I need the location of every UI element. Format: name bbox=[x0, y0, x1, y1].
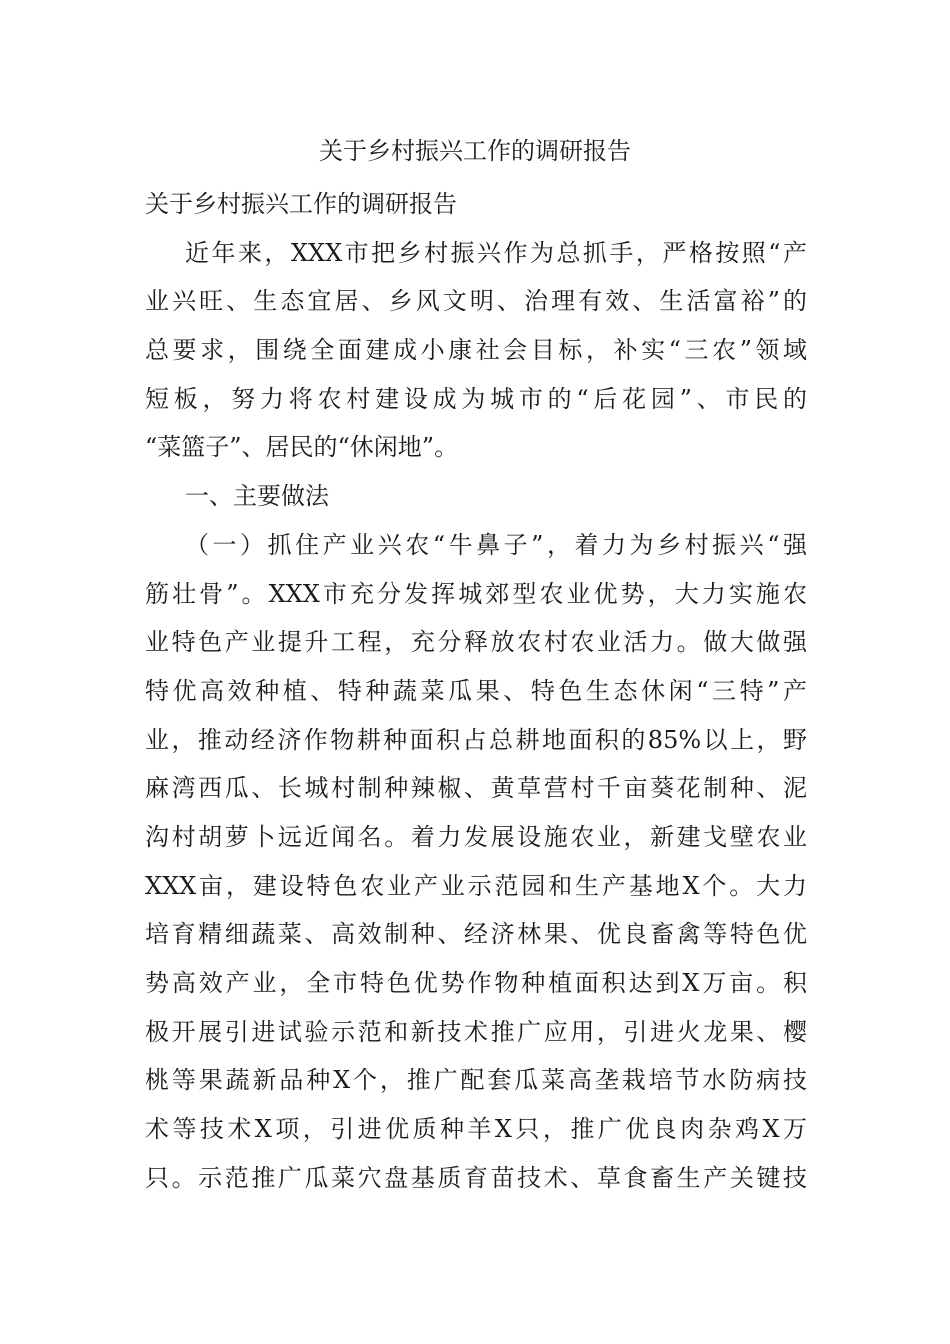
paragraph-line: 桃等果蔬新品种X个，推广配套瓜菜高垄栽培节水防病技 bbox=[145, 1066, 807, 1095]
paragraph-line: 短板，努力将农村建设成为城市的“后花园”、市民的 bbox=[145, 384, 807, 413]
paragraph-line: XXX亩，建设特色农业产业示范园和生产基地X个。大力 bbox=[145, 871, 807, 900]
paragraph-line: 业特色产业提升工程，充分释放农村农业活力。做大做强 bbox=[145, 628, 807, 657]
paragraph-line: 极开展引进试验示范和新技术推广应用，引进火龙果、樱 bbox=[145, 1017, 807, 1046]
paragraph-line: 近年来，XXX市把乡村振兴作为总抓手，严格按照“产 bbox=[185, 238, 807, 267]
paragraph-line: 业兴旺、生态宜居、乡风文明、治理有效、生活富裕”的 bbox=[145, 287, 807, 316]
paragraph-line: （一）抓住产业兴农“牛鼻子”，着力为乡村振兴“强 bbox=[185, 530, 807, 559]
paragraph-line: 总要求，围绕全面建成小康社会目标，补实“三农”领域 bbox=[145, 336, 807, 365]
paragraph-line: 业，推动经济作物耕种面积占总耕地面积的85%以上，野 bbox=[145, 725, 807, 754]
paragraph-line: 麻湾西瓜、长城村制种辣椒、黄草营村千亩葵花制种、泥 bbox=[145, 774, 807, 803]
paragraph-line: 培育精细蔬菜、高效制种、经济林果、优良畜禽等特色优 bbox=[145, 920, 807, 949]
paragraph-line: 筋壮骨”。XXX市充分发挥城郊型农业优势，大力实施农 bbox=[145, 579, 807, 608]
paragraph-line: 术等技术X项，引进优质种羊X只，推广优良肉杂鸡X万 bbox=[145, 1115, 807, 1144]
paragraph-line: 只。示范推广瓜菜穴盘基质育苗技术、草食畜生产关键技 bbox=[145, 1163, 807, 1192]
section-heading: 一、主要做法 bbox=[185, 482, 329, 511]
paragraph-line: 沟村胡萝卜远近闻名。着力发展设施农业，新建戈壁农业 bbox=[145, 822, 807, 851]
paragraph-line: 势高效产业，全市特色优势作物种植面积达到X万亩。积 bbox=[145, 969, 807, 997]
document-title: 关于乡村振兴工作的调研报告 bbox=[319, 137, 631, 165]
paragraph-line: 特优高效种植、特种蔬菜瓜果、特色生态休闲“三特”产 bbox=[145, 676, 807, 705]
paragraph-line: “菜篮子”、居民的“休闲地”。 bbox=[145, 433, 459, 462]
document-body bbox=[145, 180, 807, 1202]
subtitle-line: 关于乡村振兴工作的调研报告 bbox=[145, 190, 457, 218]
